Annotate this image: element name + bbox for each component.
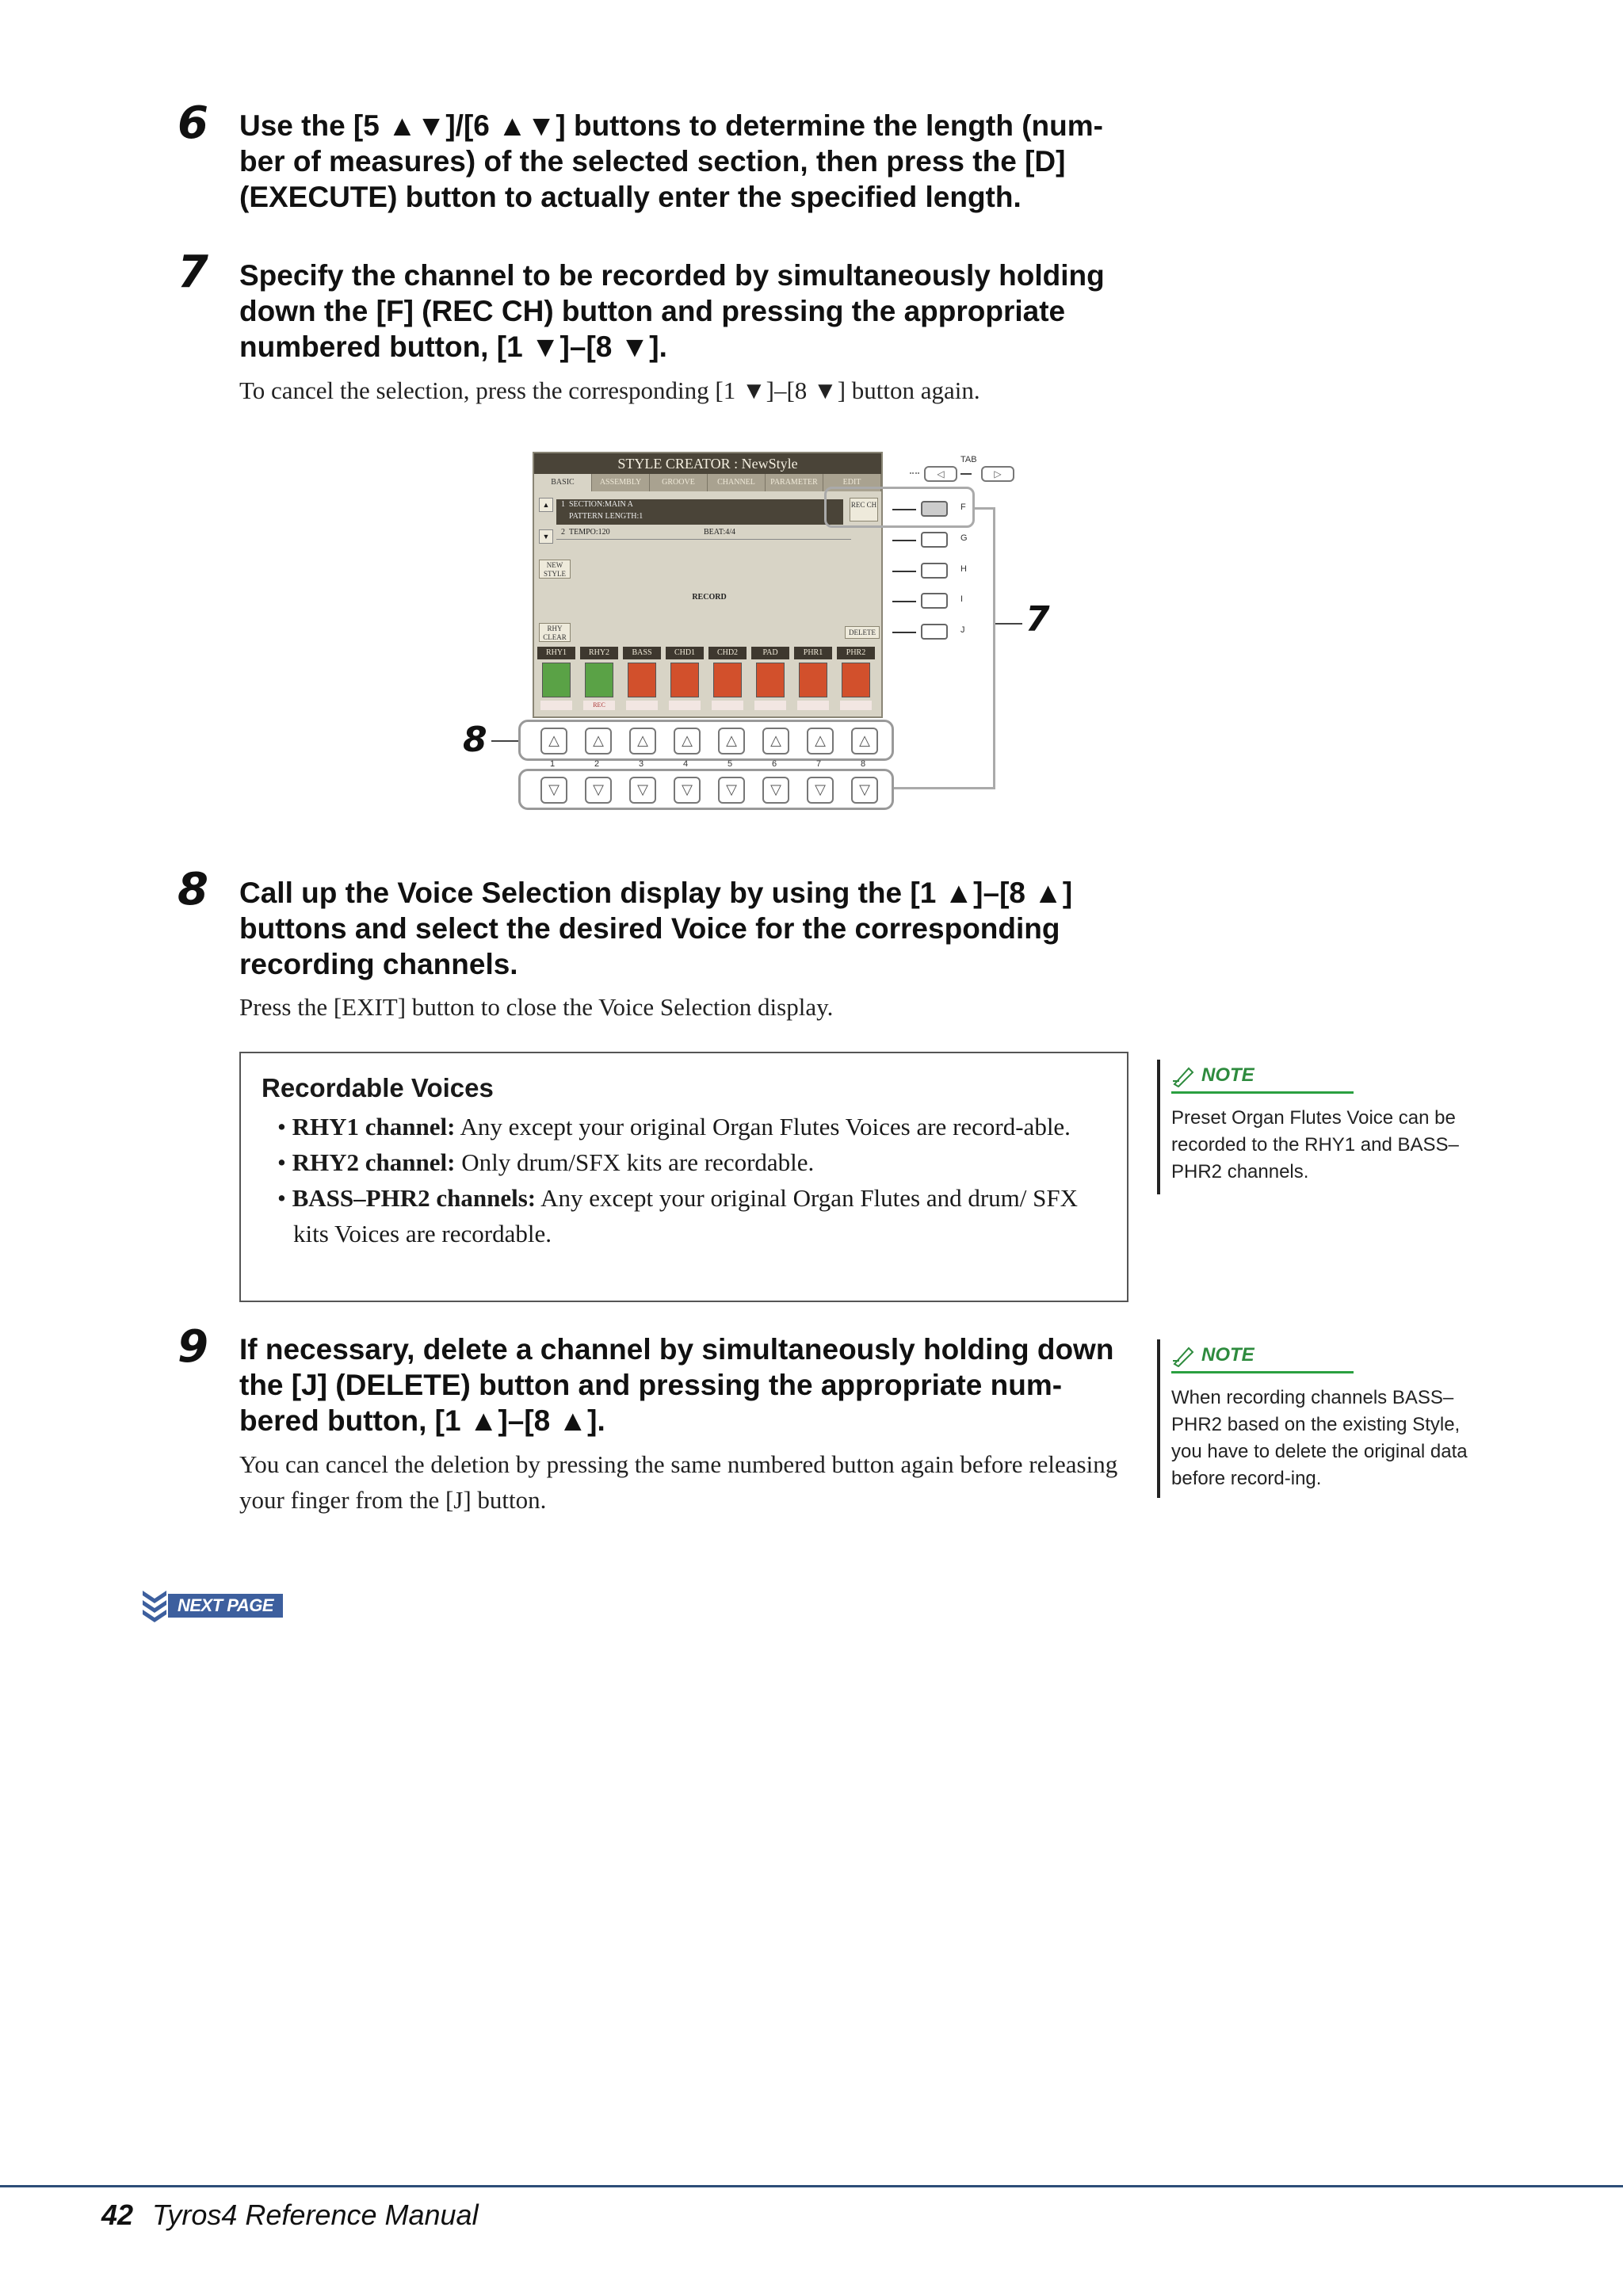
up-button-2[interactable]: △: [585, 728, 612, 755]
page-number: 42: [101, 2199, 134, 2231]
channel-sub: [712, 701, 743, 710]
callout-7: 7: [1025, 599, 1050, 640]
down-arrow-icon[interactable]: ▼: [539, 529, 553, 544]
g-label: G: [960, 533, 968, 543]
new-style-button[interactable]: NEW STYLE: [539, 560, 571, 579]
up-button-3[interactable]: △: [629, 728, 656, 755]
channel-label: CHD1: [666, 647, 704, 659]
pencil-note-icon: [1171, 1343, 1197, 1367]
recordable-item: • RHY1 channel: Any except your original Organ Flutes Voices are record-able.: [277, 1113, 1071, 1140]
channel-rhy1[interactable]: [537, 647, 575, 713]
tempo-value: TEMPO:120: [569, 528, 610, 537]
step-8-number: 8: [178, 864, 208, 915]
recordable-voices-box: [239, 1052, 1128, 1302]
screen-title: STYLE CREATOR : NewStyle: [534, 453, 881, 474]
down-button-5[interactable]: ▽: [718, 777, 745, 804]
next-page-label: NEXT PAGE: [168, 1594, 283, 1618]
channel-chd1[interactable]: [666, 647, 704, 713]
h-button[interactable]: [921, 563, 948, 579]
callout-8: 8: [463, 720, 487, 760]
down-button-3[interactable]: ▽: [629, 777, 656, 804]
rec-ch-highlight: [824, 487, 975, 528]
down-buttons-outline: [518, 769, 894, 810]
drum-icon: [542, 663, 571, 697]
j-line: [892, 632, 916, 633]
rhy-clear-button[interactable]: RHY CLEAR: [539, 623, 571, 642]
tab-right-button[interactable]: ▷: [981, 466, 1014, 482]
i-button[interactable]: [921, 593, 948, 609]
up-button-8[interactable]: △: [851, 728, 878, 755]
channel-strip: [537, 647, 880, 715]
instrument-icon: [756, 663, 785, 697]
h-label: H: [960, 564, 967, 574]
note-text: Preset Organ Flutes Voice can be recorded to the RHY1 and BASS–PHR2 channels.: [1171, 1107, 1459, 1182]
note-header: [1171, 1060, 1354, 1094]
tab-edit[interactable]: EDIT: [823, 474, 881, 491]
channel-sub: [754, 701, 786, 710]
channel-label: PHR1: [794, 647, 832, 659]
up-button-7[interactable]: △: [807, 728, 834, 755]
f-line: [892, 509, 916, 510]
channel-label: RHY1: [537, 647, 575, 659]
tab-parameter[interactable]: PARAMETER: [766, 474, 823, 491]
note-label: NOTE: [1201, 1344, 1254, 1366]
down-button-8[interactable]: ▽: [851, 777, 878, 804]
recordable-item-term: RHY2 channel:: [292, 1148, 456, 1176]
f-button[interactable]: [921, 501, 948, 517]
step-8-title: Call up the Voice Selection display by using the [1 ▲]–[8 ▲] buttons and select the desired Voice for the corresponding recording channels.: [239, 877, 1073, 980]
connector-line: [894, 787, 995, 789]
g-line: [892, 540, 916, 541]
up-button-6[interactable]: △: [762, 728, 789, 755]
channel-phr1[interactable]: [794, 647, 832, 713]
up-buttons-outline: [518, 720, 894, 761]
note-1: [1157, 1060, 1480, 1194]
note-label: NOTE: [1201, 1064, 1254, 1086]
rec-marker: REC: [583, 701, 615, 710]
beat-value: BEAT:4/4: [704, 528, 736, 537]
instrument-icon: [628, 663, 656, 697]
tab-dots: [910, 472, 919, 474]
channel-pad[interactable]: [751, 647, 789, 713]
button-number: 4: [683, 759, 689, 769]
button-number: 1: [550, 759, 556, 769]
instrument-icon: [670, 663, 699, 697]
recordable-voices-title: Recordable Voices: [262, 1073, 494, 1102]
step-7-number: 7: [178, 246, 208, 298]
g-button[interactable]: [921, 532, 948, 548]
line-number-2: 2: [561, 528, 565, 537]
i-label: I: [960, 594, 964, 604]
drum-icon: [585, 663, 613, 697]
line-number-1: 1: [561, 500, 565, 509]
i-line: [892, 601, 916, 602]
channel-label: CHD2: [708, 647, 747, 659]
note-header: [1171, 1339, 1354, 1373]
note-2: [1157, 1339, 1480, 1498]
channel-sub: [840, 701, 872, 710]
step-8-body: Press the [EXIT] button to close the Voice Selection display.: [239, 993, 834, 1021]
rec-ch-button[interactable]: REC CH: [850, 498, 878, 521]
down-button-7[interactable]: ▽: [807, 777, 834, 804]
channel-sub: [626, 701, 658, 710]
channel-sub: [540, 701, 572, 710]
up-button-1[interactable]: △: [540, 728, 567, 755]
down-button-6[interactable]: ▽: [762, 777, 789, 804]
button-number: 5: [727, 759, 733, 769]
up-arrow-icon[interactable]: ▲: [539, 498, 553, 512]
channel-label: PHR2: [837, 647, 875, 659]
step-6-title: Use the [5 ▲▼]/[6 ▲▼] buttons to determine the length (num-ber of measures) of the selected section, then press the [D] (EXECUTE) button to actually enter the specified length.: [239, 109, 1103, 213]
record-label: RECORD: [692, 593, 727, 602]
up-button-5[interactable]: △: [718, 728, 745, 755]
channel-sub: [797, 701, 829, 710]
pencil-note-icon: [1171, 1064, 1197, 1087]
tab-label: TAB: [960, 455, 977, 464]
recordable-item-text: Only drum/SFX kits are recordable.: [455, 1148, 815, 1176]
instrument-icon: [799, 663, 827, 697]
channel-rhy2[interactable]: [580, 647, 618, 713]
callout-8-line: [491, 740, 520, 742]
step-6-number: 6: [178, 97, 208, 149]
recordable-item: • BASS–PHR2 channels: Any except your original Organ Flutes and drum/ SFX kits Voices are recordable.: [277, 1184, 1079, 1247]
button-number: 7: [816, 759, 822, 769]
note-text: When recording channels BASS–PHR2 based on the existing Style, you have to delete the original data before record-ing.: [1171, 1387, 1468, 1489]
instrument-icon: [713, 663, 742, 697]
tab-assembly[interactable]: ASSEMBLY: [592, 474, 650, 491]
recordable-item-term: BASS–PHR2 channels:: [292, 1184, 537, 1212]
step-9-body: You can cancel the deletion by pressing the same numbered button again before releasing your finger from the [J] button.: [239, 1450, 1118, 1514]
connector-line: [993, 507, 995, 789]
section-value: SECTION:MAIN A: [569, 500, 633, 509]
tab-channel[interactable]: CHANNEL: [708, 474, 766, 491]
triple-chevron-down-icon: [141, 1589, 168, 1622]
channel-label: RHY2: [580, 647, 618, 659]
next-page-indicator[interactable]: [141, 1589, 283, 1622]
tab-basic[interactable]: BASIC: [534, 474, 592, 491]
down-button-1[interactable]: ▽: [540, 777, 567, 804]
tab-connector: [960, 473, 972, 475]
button-number: 2: [594, 759, 600, 769]
manual-title: Tyros4 Reference Manual: [152, 2199, 479, 2231]
tab-left-button[interactable]: ◁: [924, 466, 957, 482]
f-label: F: [960, 502, 966, 512]
j-button[interactable]: [921, 624, 948, 640]
channel-label: BASS: [623, 647, 661, 659]
callout-7-line: [995, 623, 1022, 625]
step-7-title: Specify the channel to be recorded by simultaneously holding down the [F] (REC CH) button and pressing the appropriate numbered button, [1 ▼]–[8 ▼].: [239, 259, 1105, 363]
step-7-body: To cancel the selection, press the corresponding [1 ▼]–[8 ▼] button again.: [239, 376, 980, 404]
button-number: 3: [639, 759, 644, 769]
footer-rule: [0, 2185, 1623, 2187]
button-number: 8: [861, 759, 866, 769]
divider: [556, 539, 851, 540]
up-button-4[interactable]: △: [674, 728, 701, 755]
j-label: J: [960, 625, 965, 635]
tab-groove[interactable]: GROOVE: [650, 474, 708, 491]
footer: [101, 2199, 479, 2232]
channel-sub: [669, 701, 701, 710]
channel-phr2[interactable]: [837, 647, 875, 713]
channel-label: PAD: [751, 647, 789, 659]
recordable-item-text: Any except your original Organ Flutes and drum/ SFX kits Voices are recordable.: [293, 1184, 1079, 1247]
channel-bass[interactable]: [623, 647, 661, 713]
recordable-item-text: Any except your original Organ Flutes Voices are record-able.: [455, 1113, 1071, 1140]
h-line: [892, 571, 916, 572]
pattern-length-value: PATTERN LENGTH:1: [569, 512, 643, 521]
channel-chd2[interactable]: [708, 647, 747, 713]
down-button-2[interactable]: ▽: [585, 777, 612, 804]
step-9-title: If necessary, delete a channel by simultaneously holding down the [J] (DELETE) button and pressing the appropriate num-bered button, [1 ▲]–[8 ▲].: [239, 1333, 1114, 1437]
step-9-number: 9: [178, 1321, 208, 1373]
instrument-icon: [842, 663, 870, 697]
button-number: 6: [772, 759, 777, 769]
down-button-4[interactable]: ▽: [674, 777, 701, 804]
delete-button[interactable]: DELETE: [845, 626, 880, 639]
recordable-item: • RHY2 channel: Only drum/SFX kits are recordable.: [277, 1148, 815, 1176]
recordable-item-term: RHY1 channel:: [292, 1113, 456, 1140]
